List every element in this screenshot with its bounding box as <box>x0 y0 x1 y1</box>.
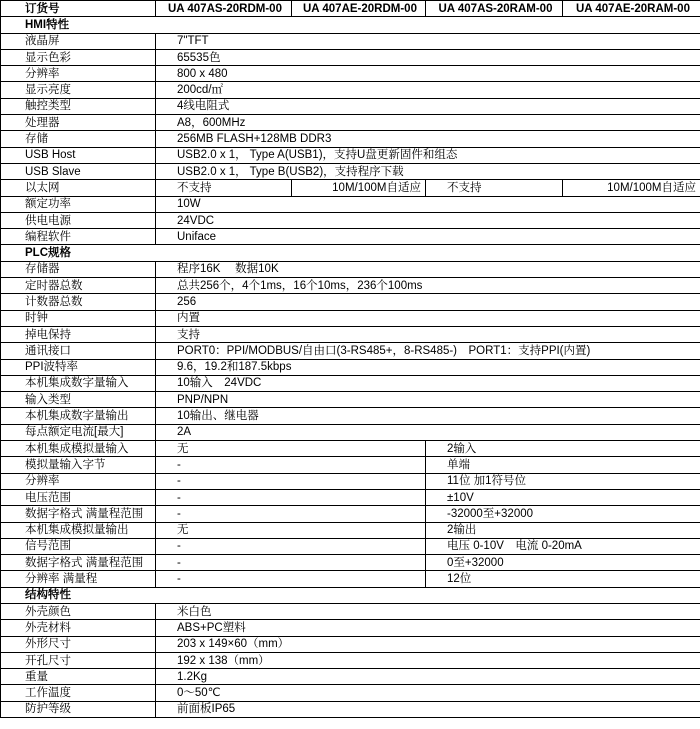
spec-value: 1.2Kg <box>156 669 700 685</box>
model-header: UA 407AS-20RDM-00 <box>156 1 292 17</box>
spec-value: Uniface <box>156 229 700 245</box>
spec-value: 256MB FLASH+128MB DDR3 <box>156 131 700 147</box>
spec-value: 10M/100M自适应 <box>292 180 426 196</box>
spec-value: 65535色 <box>156 49 700 65</box>
spec-row <box>1 33 700 49</box>
spec-label: 开孔尺寸 <box>1 652 156 668</box>
spec-row <box>1 701 700 717</box>
spec-value: 10输入 24VDC <box>156 375 700 391</box>
spec-row <box>1 49 700 65</box>
spec-row <box>1 131 700 147</box>
spec-row <box>1 603 700 619</box>
spec-row <box>1 229 700 245</box>
spec-value-ram: 2输入 <box>426 441 700 457</box>
spec-value: 程序16K 数据10K <box>156 261 700 277</box>
spec-row <box>1 620 700 636</box>
spec-label: 工作温度 <box>1 685 156 701</box>
spec-row-split <box>1 489 700 505</box>
spec-value-ram: 2输出 <box>426 522 700 538</box>
spec-value-rdm: - <box>156 506 426 522</box>
spec-row <box>1 359 700 375</box>
spec-value: 256 <box>156 294 700 310</box>
spec-value-rdm: - <box>156 457 426 473</box>
spec-row <box>1 115 700 131</box>
spec-value: 2A <box>156 424 700 440</box>
spec-label: PPI波特率 <box>1 359 156 375</box>
spec-value-ram: 12位 <box>426 571 700 587</box>
spec-label: 外壳颜色 <box>1 603 156 619</box>
spec-label: 掉电保持 <box>1 326 156 342</box>
spec-label: 显示色彩 <box>1 49 156 65</box>
spec-label: 本机集成模拟量输入 <box>1 441 156 457</box>
spec-value-ram: -32000至+32000 <box>426 506 700 522</box>
spec-value: 10M/100M自适应 <box>563 180 700 196</box>
spec-label: 电压范围 <box>1 489 156 505</box>
spec-row <box>1 669 700 685</box>
spec-value-ram: 11位 加1符号位 <box>426 473 700 489</box>
spec-label: 存储 <box>1 131 156 147</box>
spec-value: ABS+PC塑料 <box>156 620 700 636</box>
spec-value: 不支持 <box>156 180 292 196</box>
section-title: HMI特性 <box>1 17 700 33</box>
section-title: 结构特性 <box>1 587 700 603</box>
spec-row-split <box>1 571 700 587</box>
spec-row <box>1 294 700 310</box>
spec-value: 总共256个，4个1ms，16个10ms，236个100ms <box>156 278 700 294</box>
spec-value: 米白色 <box>156 603 700 619</box>
header-row <box>1 1 700 17</box>
spec-value-rdm: - <box>156 571 426 587</box>
spec-value-ram: 电压 0-10V 电流 0-20mA <box>426 538 700 554</box>
spec-row-split <box>1 538 700 554</box>
spec-label: 分辨率 <box>1 473 156 489</box>
section-row-hmi <box>1 17 700 33</box>
spec-label: 每点额定电流[最大] <box>1 424 156 440</box>
spec-value: 800 x 480 <box>156 66 700 82</box>
model-header: UA 407AE-20RAM-00 <box>563 1 700 17</box>
spec-label: 防护等级 <box>1 701 156 717</box>
spec-row-ethernet <box>1 180 700 196</box>
spec-label: 液晶屏 <box>1 33 156 49</box>
spec-label: 供电电源 <box>1 212 156 228</box>
spec-table-body <box>1 1 700 718</box>
spec-row-split <box>1 555 700 571</box>
spec-label: 本机集成数字量输入 <box>1 375 156 391</box>
spec-label: 额定功率 <box>1 196 156 212</box>
spec-value: 4线电阻式 <box>156 98 700 114</box>
spec-row <box>1 196 700 212</box>
spec-row <box>1 636 700 652</box>
spec-label: 输入类型 <box>1 392 156 408</box>
spec-label: 显示亮度 <box>1 82 156 98</box>
spec-row <box>1 424 700 440</box>
spec-value-rdm: - <box>156 489 426 505</box>
spec-label: USB Slave <box>1 163 156 179</box>
spec-label: 数据字格式 满量程范围 <box>1 506 156 522</box>
spec-label: 定时器总数 <box>1 278 156 294</box>
model-header: UA 407AE-20RDM-00 <box>292 1 426 17</box>
spec-value: 203 x 149×60（mm） <box>156 636 700 652</box>
spec-label: 以太网 <box>1 180 156 196</box>
spec-label: 本机集成数字量输出 <box>1 408 156 424</box>
spec-row-split <box>1 473 700 489</box>
spec-value: A8，600MHz <box>156 115 700 131</box>
spec-label: 重量 <box>1 669 156 685</box>
spec-value-ram: 0至+32000 <box>426 555 700 571</box>
spec-value: 7"TFT <box>156 33 700 49</box>
spec-value: 前面板IP65 <box>156 701 700 717</box>
spec-label: 计数器总数 <box>1 294 156 310</box>
spec-value: 192 x 138（mm） <box>156 652 700 668</box>
spec-label: 模拟量输入字节 <box>1 457 156 473</box>
spec-value: PORT0：PPI/MODBUS/自由口(3-RS485+，8-RS485-) PORT1：支持PPI(内置) <box>156 343 700 359</box>
spec-label: 时钟 <box>1 310 156 326</box>
spec-row <box>1 82 700 98</box>
spec-row-split <box>1 522 700 538</box>
spec-value: 支持 <box>156 326 700 342</box>
spec-row <box>1 163 700 179</box>
spec-row <box>1 343 700 359</box>
spec-value-rdm: 无 <box>156 522 426 538</box>
spec-label: 通讯接口 <box>1 343 156 359</box>
spec-label: 分辨率 满量程 <box>1 571 156 587</box>
spec-row <box>1 212 700 228</box>
spec-row <box>1 375 700 391</box>
spec-value-ram: 单端 <box>426 457 700 473</box>
spec-value: 10输出、继电器 <box>156 408 700 424</box>
spec-label: 数据字格式 满量程范围 <box>1 555 156 571</box>
spec-label: 处理器 <box>1 115 156 131</box>
spec-row <box>1 147 700 163</box>
spec-row <box>1 66 700 82</box>
spec-row-split <box>1 506 700 522</box>
spec-value: 200cd/㎡ <box>156 82 700 98</box>
spec-value: USB2.0 x 1， Type B(USB2)，支持程序下载 <box>156 163 700 179</box>
spec-row <box>1 310 700 326</box>
spec-label: 存储器 <box>1 261 156 277</box>
spec-row <box>1 326 700 342</box>
spec-label: 外形尺寸 <box>1 636 156 652</box>
spec-label: 分辨率 <box>1 66 156 82</box>
spec-label: USB Host <box>1 147 156 163</box>
spec-value: 内置 <box>156 310 700 326</box>
spec-value: 10W <box>156 196 700 212</box>
spec-label: 本机集成模拟量输出 <box>1 522 156 538</box>
spec-value: 不支持 <box>426 180 563 196</box>
spec-label: 外壳材料 <box>1 620 156 636</box>
spec-row <box>1 685 700 701</box>
spec-row-split <box>1 457 700 473</box>
spec-row-split <box>1 441 700 457</box>
spec-row <box>1 261 700 277</box>
spec-value: USB2.0 x 1， Type A(USB1)，支持U盘更新固件和组态 <box>156 147 700 163</box>
section-row-plc <box>1 245 700 261</box>
spec-value-rdm: - <box>156 555 426 571</box>
spec-value-ram: ±10V <box>426 489 700 505</box>
section-title: PLC规格 <box>1 245 700 261</box>
spec-value: 9.6，19.2和187.5kbps <box>156 359 700 375</box>
spec-value: 24VDC <box>156 212 700 228</box>
spec-label: 信号范围 <box>1 538 156 554</box>
spec-value: 0～50℃ <box>156 685 700 701</box>
spec-value: PNP/NPN <box>156 392 700 408</box>
spec-row <box>1 98 700 114</box>
spec-row <box>1 408 700 424</box>
spec-value-rdm: - <box>156 538 426 554</box>
spec-label: 触控类型 <box>1 98 156 114</box>
spec-row <box>1 652 700 668</box>
section-row-structure <box>1 587 700 603</box>
spec-value-rdm: 无 <box>156 441 426 457</box>
spec-row <box>1 392 700 408</box>
spec-value-rdm: - <box>156 473 426 489</box>
model-header: UA 407AS-20RAM-00 <box>426 1 563 17</box>
spec-label: 编程软件 <box>1 229 156 245</box>
header-label: 订货号 <box>1 1 156 17</box>
spec-row <box>1 278 700 294</box>
